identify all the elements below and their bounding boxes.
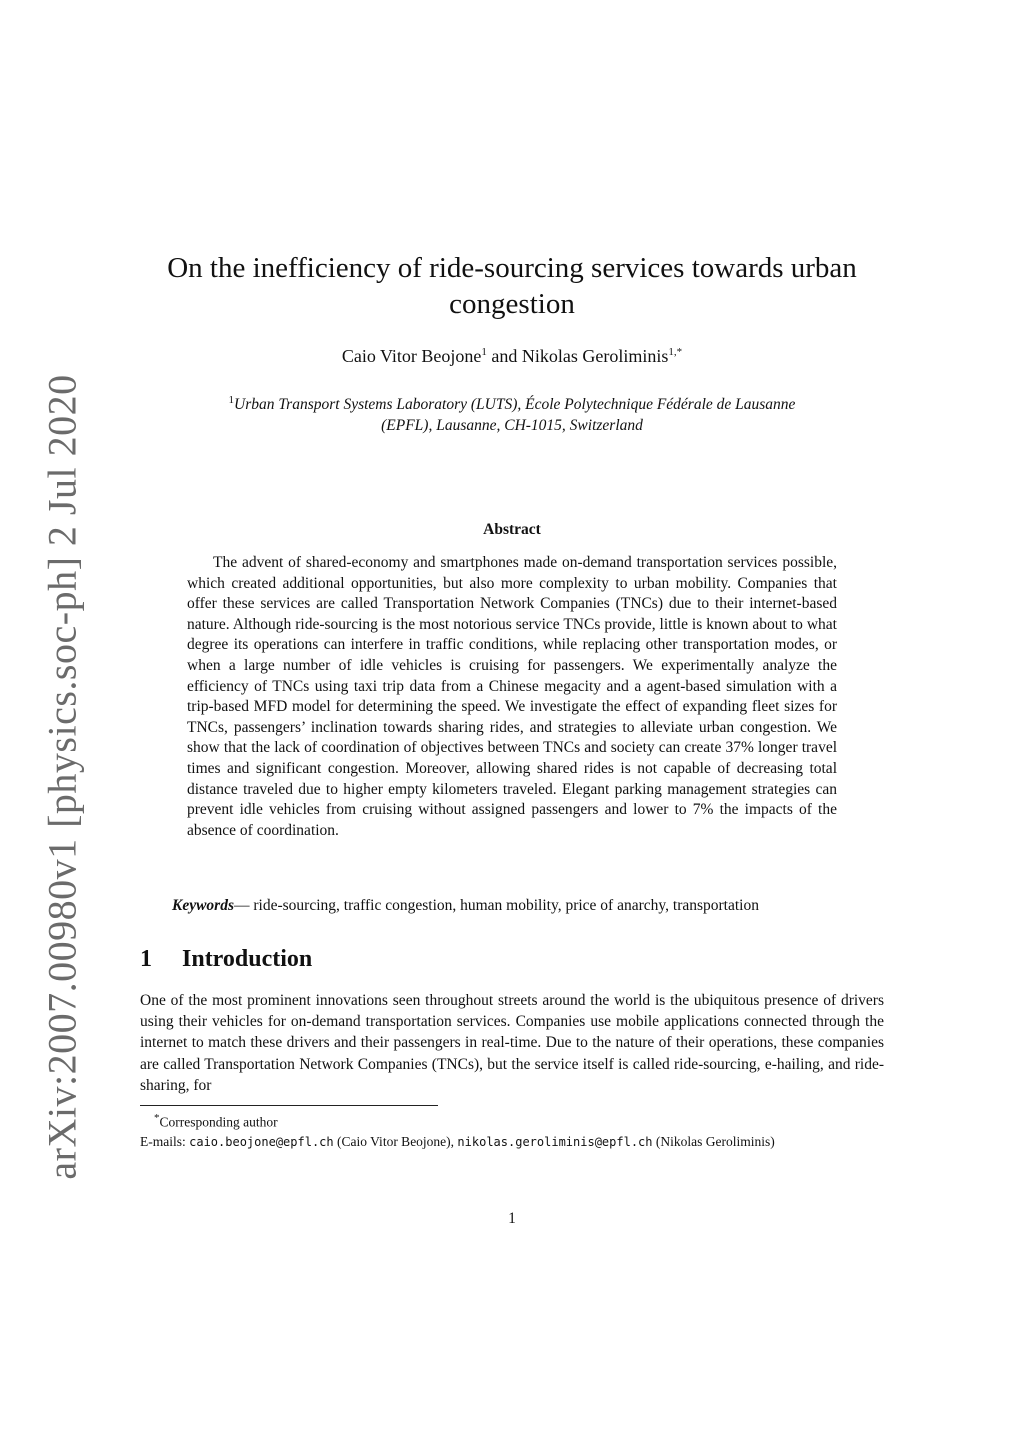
affiliation-mark: 1 bbox=[228, 394, 235, 406]
author-list bbox=[140, 346, 884, 367]
email-link-geroliminis[interactable]: nikolas.geroliminis@epfl.ch bbox=[457, 1134, 653, 1149]
footnote-star: * bbox=[154, 1112, 160, 1124]
footnote-corresponding bbox=[140, 1109, 884, 1132]
author-1-name: Caio Vitor Beojone bbox=[341, 346, 482, 366]
title-line-1: On the inefficiency of ride-sourcing services towards urban bbox=[167, 252, 857, 284]
email-name-geroliminis: (Nikolas Geroliminis) bbox=[652, 1133, 775, 1149]
title-line-2: congestion bbox=[449, 288, 575, 320]
keywords bbox=[172, 897, 892, 915]
abstract-body: The advent of shared-economy and smartphones made on-demand transportation services possible, which created additional opportunities, but also more complexity to urban mobility. Companies that offer these services are called Transportation Network Companies (TNCs) due to their internet-based nature. Although ride-sourcing is the most notorious service TNCs provide, little is known about to what degree its operations can interfere in traffic conditions, while replacing other transportation modes, or when a large number of idle vehicles is cruising for passengers. We experimentally analyze the efficiency of TNCs using taxi trip data from a Chinese megacity and a agent-based simulation with a trip-based MFD model for determining the speed. We investigate the effect of expanding fleet sizes for TNCs, passengers’ inclination towards sharing rides, and strategies to alleviate urban congestion. We show that the lack of coordination of objectives between TNCs and society can create 37% longer travel times and significant congestion. Moreover, allowing shared rides is not capable of decreasing total distance traveled due to higher empty kilometers traveled. Elegant parking management strategies can prevent idle vehicles from cruising without assigned passengers and lower to 7% the impacts of the absence of coordination. bbox=[187, 554, 837, 839]
section-title: Introduction bbox=[182, 946, 313, 972]
section-number: 1 bbox=[140, 946, 152, 972]
footnote-rule bbox=[140, 1105, 438, 1106]
affiliation-line-1: Urban Transport Systems Laboratory (LUTS), École Polytechnique Fédérale de Lausanne bbox=[234, 396, 796, 414]
section-heading-introduction bbox=[140, 946, 312, 973]
author-1-affiliation-mark: 1 bbox=[481, 346, 487, 358]
footnote-emails bbox=[140, 1132, 884, 1152]
author-2-affiliation-mark: 1,* bbox=[668, 346, 683, 358]
email-link-beojone[interactable]: caio.beojone@epfl.ch bbox=[189, 1134, 334, 1149]
footnote-corresponding-text: Corresponding author bbox=[159, 1114, 278, 1130]
introduction-body: One of the most prominent innovations seen throughout streets around the world is the ubiquitous presence of drivers using their vehicles for on-demand transportation services. Companies use mobile applications connected through the internet to match these drivers and their passengers in real-time. Due to the nature of their operations, these companies are called Transportation Network Companies (TNCs), but the service itself is called ride-sourcing, e-hailing, and ride-sharing, for bbox=[140, 992, 884, 1094]
affiliation-line-2: (EPFL), Lausanne, CH-1015, Switzerland bbox=[381, 417, 643, 435]
affiliation bbox=[160, 390, 864, 436]
footnote bbox=[140, 1109, 884, 1152]
author-2-name: Nikolas Geroliminis bbox=[521, 346, 669, 366]
page-number: 1 bbox=[508, 1210, 516, 1227]
email-name-beojone: (Caio Vitor Beojone), bbox=[333, 1133, 458, 1149]
arxiv-stamp: arXiv:2007.00980v1 [physics.soc-ph] 2 Jul 2020 bbox=[39, 374, 85, 1180]
emails-label: E-mails: bbox=[140, 1133, 190, 1149]
abstract-heading: Abstract bbox=[483, 521, 541, 538]
paper-title bbox=[140, 250, 884, 322]
keywords-label: Keywords bbox=[172, 897, 234, 914]
keywords-text: — ride-sourcing, traffic congestion, human mobility, price of anarchy, transportation bbox=[234, 897, 759, 914]
author-conjunction: and bbox=[486, 346, 522, 366]
